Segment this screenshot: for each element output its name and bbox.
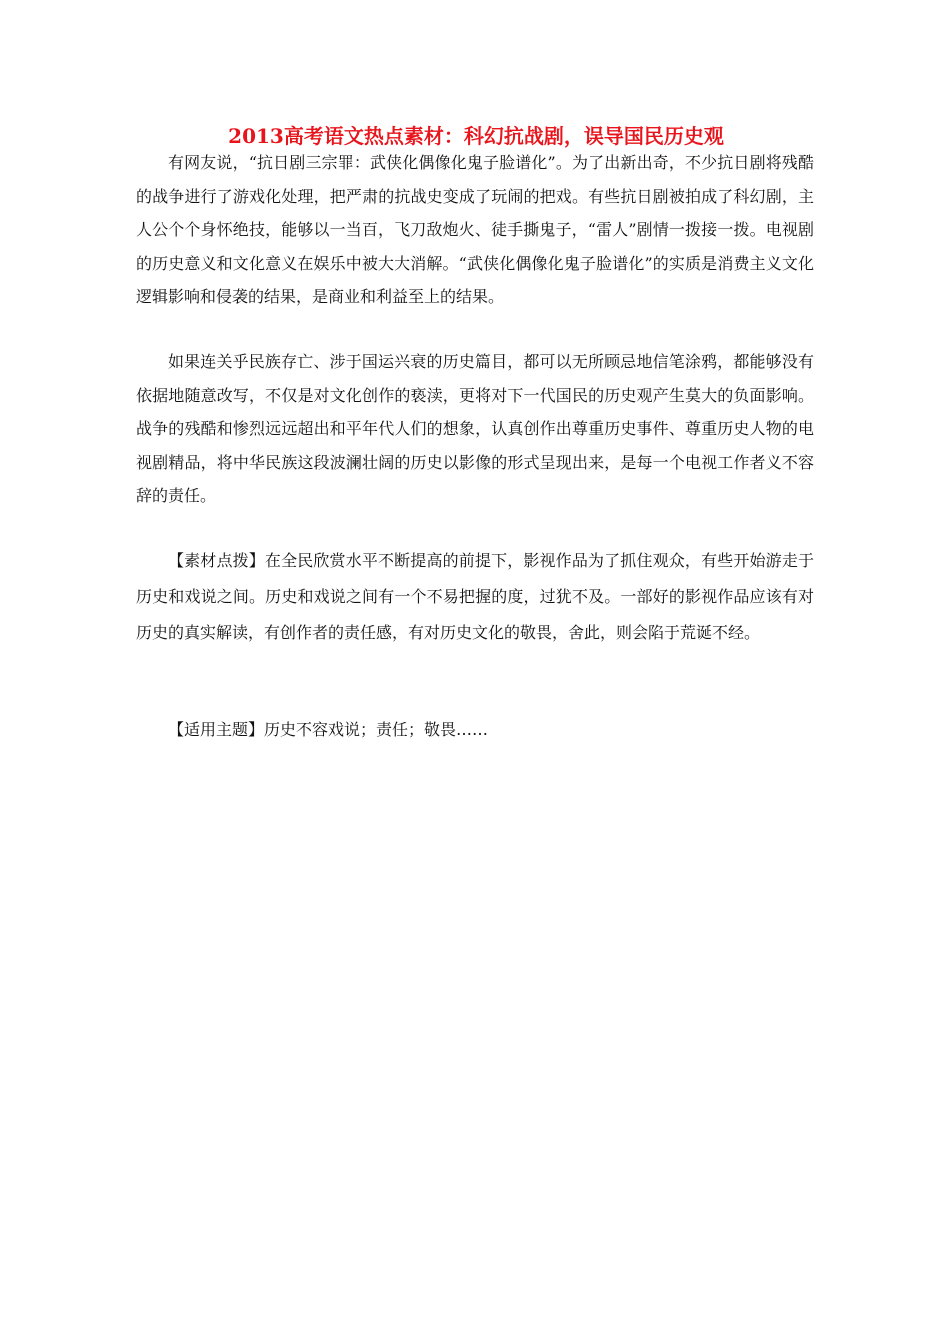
paragraph-1: 有网友说，“抗日剧三宗罪：武侠化偶像化鬼子脸谱化”。为了出新出奇，不少抗日剧将残酷的战争进行了游戏化处理，把严肃的抗战史变成了玩闹的把戏。有些抗日剧被拍成了科幻剧，主人公个个身怀绝技，能够以一当百，飞刀敌炮火、徒手撕鬼子，“雷人”剧情一拨接一拨。电视剧的历史意义和文化意义在娱乐中被大大消解。“武侠化偶像化鬼子脸谱化”的实质是消费主义文化逻辑影响和侵袭的结果，是商业和利益至上的结果。 <box>136 153 814 306</box>
paragraph-2: 如果连关乎民族存亡、涉于国运兴衰的历史篇目，都可以无所顾忌地信笔涂鸦，都能够没有依据地随意改写，不仅是对文化创作的亵渎，更将对下一代国民的历史观产生莫大的负面影响。战争的残酷和惨烈远远超出和平年代人们的想象，认真创作出尊重历史事件、尊重历史人物的电视剧精品，将中华民族这段波澜壮阔的历史以影像的形式呈现出来，是每一个电视工作者义不容辞的责任。 <box>136 352 814 505</box>
paragraph-material-note: 【素材点拨】在全民欣赏水平不断提高的前提下，影视作品为了抓住观众，有些开始游走于历史和戏说之间。历史和戏说之间有一个不易把握的度，过犹不及。一部好的影视作品应该有对历史的真实解读，有创作者的责任感，有对历史文化的敬畏，舍此，则会陷于荒诞不经。 <box>136 551 814 642</box>
paragraph-applicable-theme: 【适用主题】历史不容戏说；责任；敬畏…… <box>168 720 489 739</box>
document-title: 2013高考语文热点素材：科幻抗战剧，误导国民历史观 <box>228 124 724 148</box>
